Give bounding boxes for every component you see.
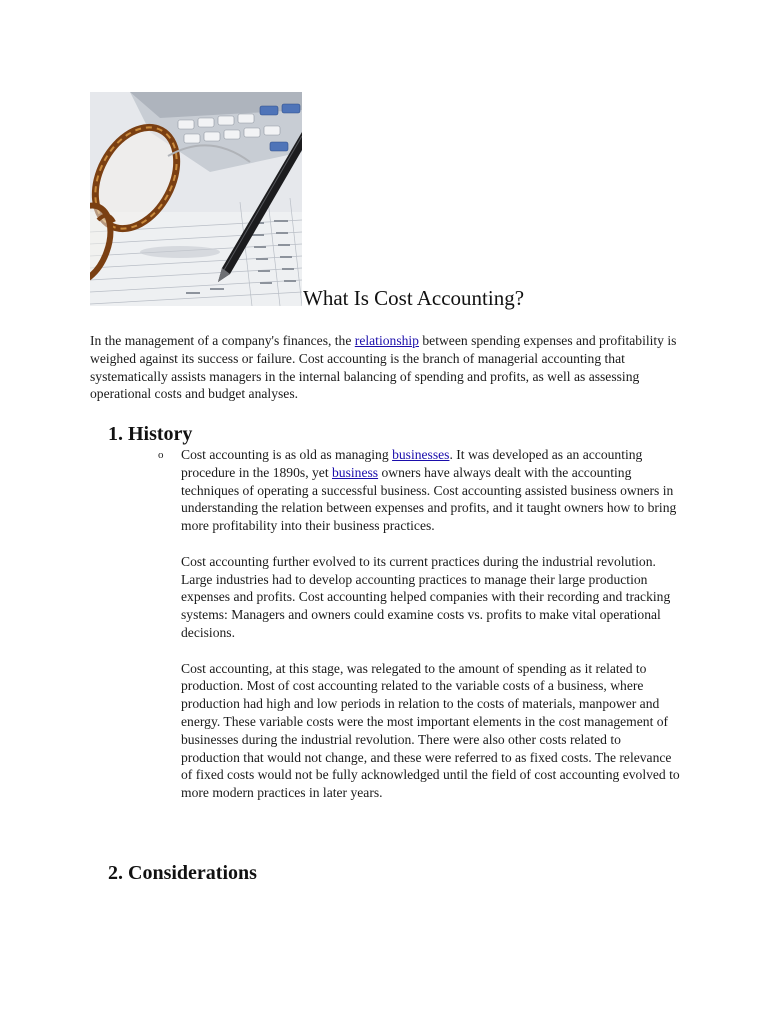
document-title: What Is Cost Accounting? — [303, 286, 525, 310]
relationship-link[interactable]: relationship — [354, 333, 419, 348]
history-heading: 1. History — [108, 423, 193, 445]
history-paragraph-2: Cost accounting further evolved to its current practices during the industrial revolution. Large industries had to develop accounting practices to manage their large production expenses and profits. Cost accounting helped companies with their recording and tracking systems: Managers and owners could examine costs vs. profits to make vital operational decisions. — [181, 553, 671, 640]
history-content — [181, 446, 681, 820]
intro-text-after: between spending expenses and profitability is weighed against its success or failure. Cost accounting is the branch of managerial accounting that systematically assists managers in the internal balancing of spending and profits, as well as assessing operational costs and budget analyses. — [90, 333, 677, 402]
intro-text-before: In the management of a company's finances, the — [90, 333, 355, 348]
business-link[interactable]: business — [332, 464, 379, 480]
hero-image-calculator-glasses-pen — [90, 92, 302, 306]
considerations-heading: 2. Considerations — [108, 862, 257, 884]
history-p1-text-a: Cost accounting is as old as managing — [181, 447, 393, 462]
history-p1-text-c: owners have always dealt with the accounting techniques of operating a successful business. Cost accounting assisted business owners in understanding the relation between expenses and profits, and it taught owners how to bring more profitability into their business practices. — [181, 464, 677, 534]
history-paragraph-1 — [181, 446, 681, 535]
intro-paragraph — [90, 332, 680, 403]
businesses-link[interactable]: businesses — [392, 447, 450, 462]
history-p1-text-b: . It was developed as an accounting procedure in the 1890s, yet — [181, 447, 643, 480]
hero-photo-illustration — [90, 92, 302, 306]
list-bullet: o — [158, 449, 164, 461]
history-paragraph-3: Cost accounting, at this stage, was relegated to the amount of spending as it related to production. Most of cost accounting related to the variable costs of a business, where production had high and low periods in relation to the costs of materials, manpower and energy. These variable costs were the most important elements in the cost management of businesses during the industrial revolution. There were also other costs related to production that would not change, and these were referred to as fixed costs. The relevance of fixed costs would not be fully acknowledged until the field of cost accounting evolved to more modern practices in later years. — [181, 660, 680, 801]
